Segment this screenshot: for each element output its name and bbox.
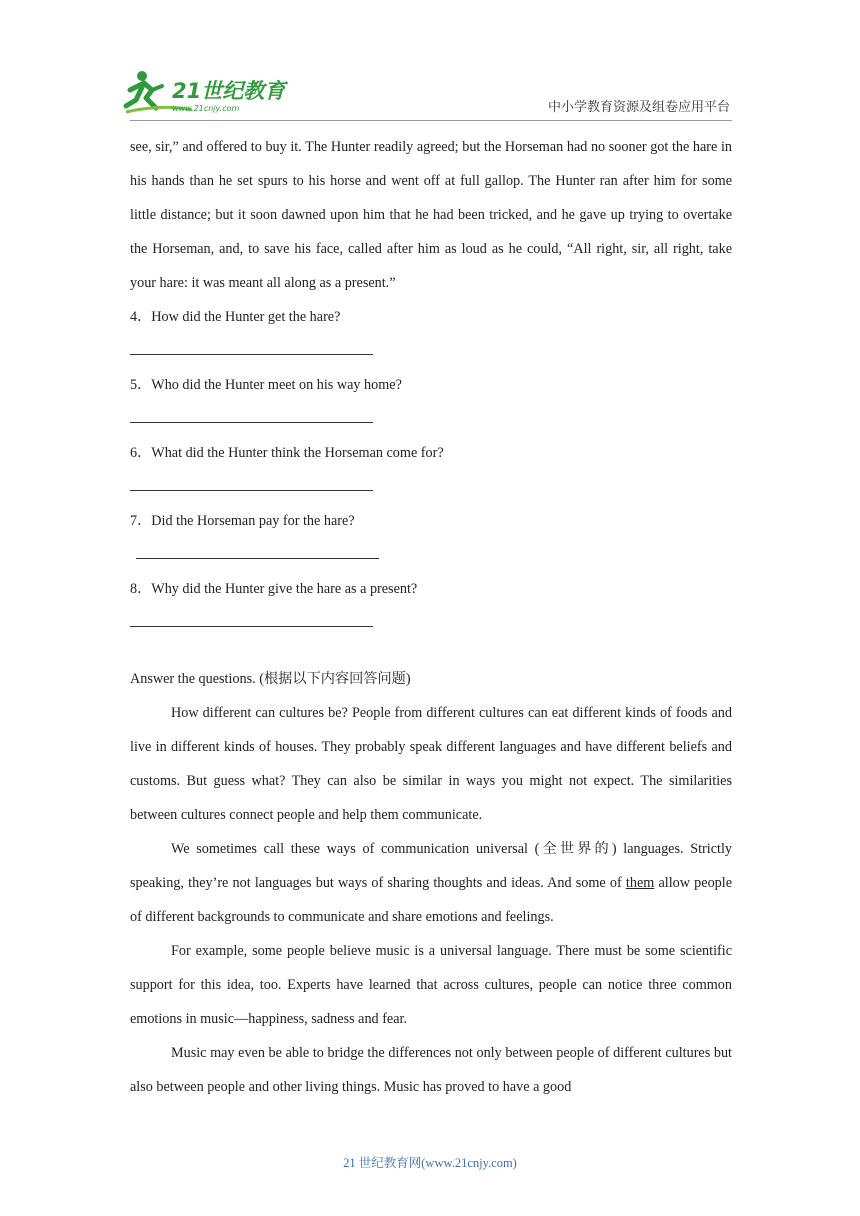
paragraph-3: For example, some people believe music is a universal language. There must be some scientific support for this idea, too. Experts have learned that across cultures, people can notice three common emotions in music—happiness, sadness and fear. [130,943,732,1027]
header-divider [130,120,732,121]
paragraph-1: How different can cultures be? People from different cultures can eat different kinds of foods and live in different kinds of houses. They probably speak different languages and have different beliefs and customs. But guess what? They can also be similar in ways you might not expect. The similarities between cultures connect people and help them communicate. [130,705,732,823]
logo [122,70,292,116]
answer-line[interactable] [130,625,373,627]
section-instruction: Answer the questions. (根据以下内容回答问题) [130,671,411,687]
question-item [130,572,732,627]
question-text: 4．How did the Hunter get the hare? [130,309,341,325]
question-list [130,300,732,627]
runner-logo-icon [122,70,292,116]
answer-line[interactable] [136,557,379,559]
question-text: 7．Did the Horseman pay for the hare? [130,513,355,529]
question-item [130,300,732,355]
page-header [0,0,860,124]
page-content [130,130,732,1104]
paragraph-4: Music may even be able to bridge the differences not only between people of different cultures but also between people and other living things. Music has proved to have a good [130,1045,732,1095]
question-text: 6．What did the Hunter think the Horseman come for? [130,445,444,461]
question-item [130,368,732,423]
answer-line[interactable] [130,489,373,491]
passage-continuation: see, sir,” and offered to buy it. The Hunter readily agreed; but the Horseman had no sooner got the hare in his hands than he set spurs to his horse and went off at full gallop. The Hunter ran after him for some little distance; but it soon dawned upon him that he had been tricked, and he gave up trying to overtake the Horseman, and, to save his face, called after him as loud as he could, “All right, sir, all right, take your hare: it was meant all along as a present.” [130,139,732,291]
platform-name: 中小学教育资源及组卷应用平台 [547,100,730,115]
question-item [130,504,732,559]
underlined-word: them [625,875,655,891]
question-text: 5．Who did the Hunter meet on his way home? [130,377,402,393]
question-item [130,436,732,491]
logo-url-text: www.21cnjy.com [172,104,240,113]
answer-line[interactable] [130,421,373,423]
logo-main-text: 21世纪教育 [172,79,286,103]
page-footer[interactable]: 21 世纪教育网(www.21cnjy.com) [343,1156,517,1170]
paragraph-2: We sometimes call these ways of communication universal (全世界的) languages. Strictly speaking, they’re not languages but ways of sharing thoughts and ideas. And some of them allow people of different backgrounds to communicate and share emotions and feelings. [130,841,732,925]
section-gap [130,640,732,662]
question-text: 8．Why did the Hunter give the hare as a present? [130,581,418,597]
answer-line[interactable] [130,353,373,355]
